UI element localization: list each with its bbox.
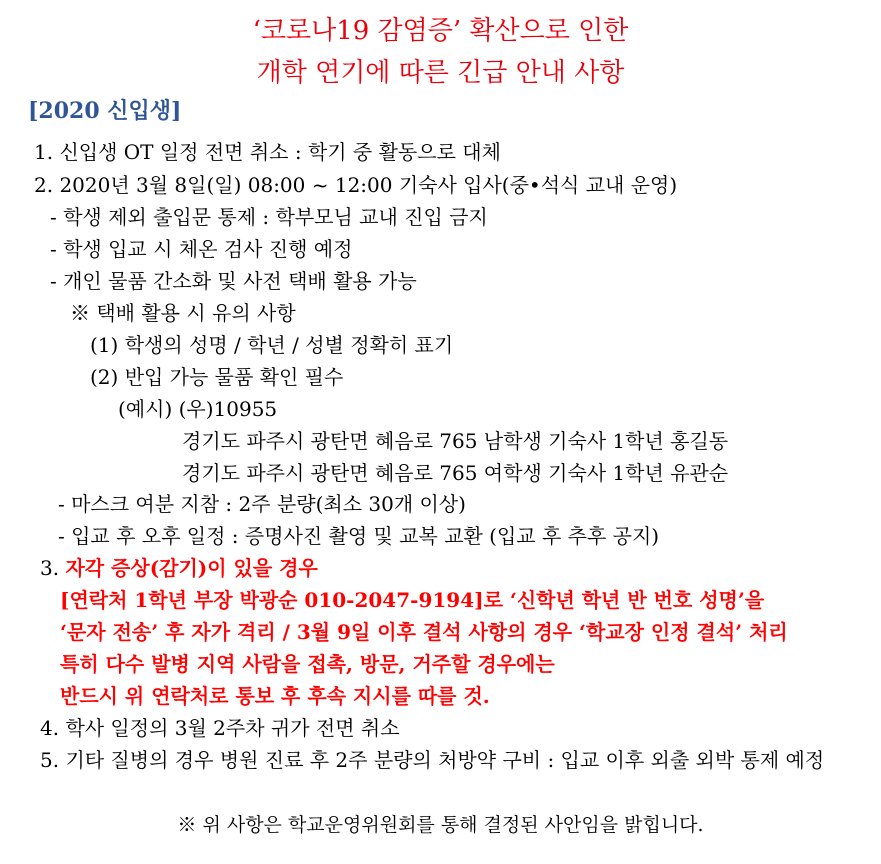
example-label: (예시) (우)10955 xyxy=(118,397,278,421)
item-2-sub-5: - 입교 후 오후 일정 : 증명사진 촬영 및 교복 교환 (입교 후 추후 공지) xyxy=(58,524,660,548)
item-2-sub-3: - 개인 물품 간소화 및 사전 택배 활용 가능 xyxy=(50,269,417,293)
delivery-rule-1: (1) 학생의 성명 / 학년 / 성별 정확히 표기 xyxy=(90,333,454,357)
section-label: [2020 신입생] xyxy=(28,98,182,124)
delivery-rule-2: (2) 반입 가능 물품 확인 필수 xyxy=(90,365,344,389)
item-3-line-2: ‘문자 전송’ 후 자가 격리 / 3월 9일 이후 결석 사항의 경우 ‘학교장 인정 결석’ 처리 xyxy=(60,620,788,644)
delivery-note: ※ 택배 활용 시 유의 사항 xyxy=(70,301,296,325)
item-3-line-3: 특히 다수 발병 지역 사람을 접촉, 방문, 거주할 경우에는 xyxy=(60,652,555,676)
item-2-sub-1: - 학생 제외 출입문 통제 : 학부모님 교내 진입 금지 xyxy=(50,205,488,229)
example-address-2: 경기도 파주시 광탄면 혜음로 765 여학생 기숙사 1학년 유관순 xyxy=(182,461,729,485)
title-line-2: 개학 연기에 따른 긴급 안내 사항 xyxy=(256,58,625,88)
item-2: 2. 2020년 3월 8일(일) 08:00 ~ 12:00 기숙사 입사(중•석식 교내 운영) xyxy=(34,173,678,197)
item-3 xyxy=(40,555,318,581)
item-3-number: 3. xyxy=(40,556,60,580)
title-line-1: ‘코로나19 감염증’ 확산으로 인한 xyxy=(252,16,629,46)
item-3-line-4: 반드시 위 연락처로 통보 후 후속 지시를 따를 것. xyxy=(60,684,490,708)
example-address-1: 경기도 파주시 광탄면 혜음로 765 남학생 기숙사 1학년 홍길동 xyxy=(182,429,729,453)
item-5: 5. 기타 질병의 경우 병원 진료 후 2주 분량의 처방약 구비 : 입교 이후 외출 외박 통제 예정 xyxy=(40,748,825,772)
item-2-sub-4: - 마스크 여분 지참 : 2주 분량(최소 30개 이상) xyxy=(58,492,466,516)
item-3-line-1: [연락처 1학년 부장 박광순 010-2047-9194]로 ‘신학년 학년 반 번호 성명’을 xyxy=(60,588,765,612)
item-3-heading: 자각 증상(감기)이 있을 경우 xyxy=(65,556,318,580)
item-4: 4. 학사 일정의 3월 2주차 귀가 전면 취소 xyxy=(40,716,400,740)
item-1: 1. 신입생 OT 일정 전면 취소 : 학기 중 활동으로 대체 xyxy=(34,140,501,164)
item-2-sub-2: - 학생 입교 시 체온 검사 진행 예정 xyxy=(50,237,353,261)
footer-notice: ※ 위 사항은 학교운영위원회를 통해 결정된 사안임을 밝힙니다. xyxy=(177,814,704,836)
